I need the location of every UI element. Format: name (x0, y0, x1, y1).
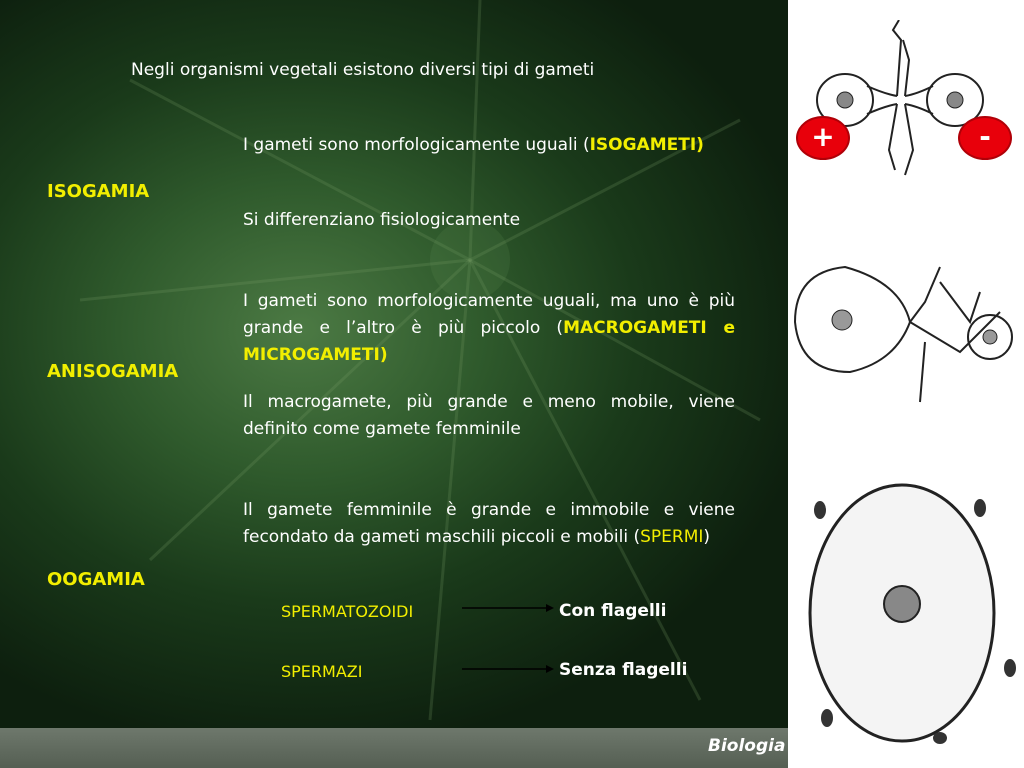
isogamia-text-end: ) (696, 135, 704, 155)
term-isogamia: ISOGAMIA (47, 181, 150, 202)
arrow-right-icon (462, 603, 554, 613)
slide-title: Negli organismi vegetali esistono diversi tipi di gameti (131, 60, 595, 80)
arrow-right-icon (462, 664, 554, 674)
oogamete-drawing (805, 478, 1020, 748)
oogamia-description (243, 497, 735, 551)
oogamia-text-end: ) (703, 527, 711, 547)
spermi-highlight: SPERMI (640, 527, 704, 547)
anisogamia-text: I gameti sono morfologicamente uguali, ma uno è più grande e l’altro è più piccolo ( (243, 291, 735, 338)
macro-microgameti-highlight: MACROGAMETI e MICROGAMETI (243, 318, 735, 365)
isogamia-description (243, 132, 735, 159)
footer-title: Biologia (708, 736, 786, 756)
isogameti-highlight: ISOGAMETI (589, 135, 697, 155)
sperm-type-desc: Con flagelli (559, 601, 667, 621)
anisogamia-text-end: ) (379, 345, 388, 365)
footer-bar (0, 728, 788, 768)
oogamia-text: Il gamete femminile è grande e immobile e viene fecondato da gameti maschili piccoli e mobili ( (243, 500, 735, 547)
term-oogamia: OOGAMIA (47, 569, 145, 590)
minus-badge: - (958, 116, 1012, 160)
anisogamete-drawing (790, 262, 1020, 407)
sperm-type-label: SPERMATOZOIDI (281, 602, 414, 621)
sperm-type-label: SPERMAZI (281, 662, 363, 681)
term-anisogamia: ANISOGAMIA (47, 361, 179, 382)
anisogamia-description (243, 288, 735, 369)
sperm-type-desc: Senza flagelli (559, 660, 688, 680)
isogamia-note: Si differenziano fisiologicamente (243, 210, 521, 230)
anisogamia-note: Il macrogamete, più grande e meno mobile, viene definito come gamete femminile (243, 392, 735, 439)
plus-badge: + (796, 116, 850, 160)
isogamia-text: I gameti sono morfologicamente uguali ( (243, 135, 590, 155)
